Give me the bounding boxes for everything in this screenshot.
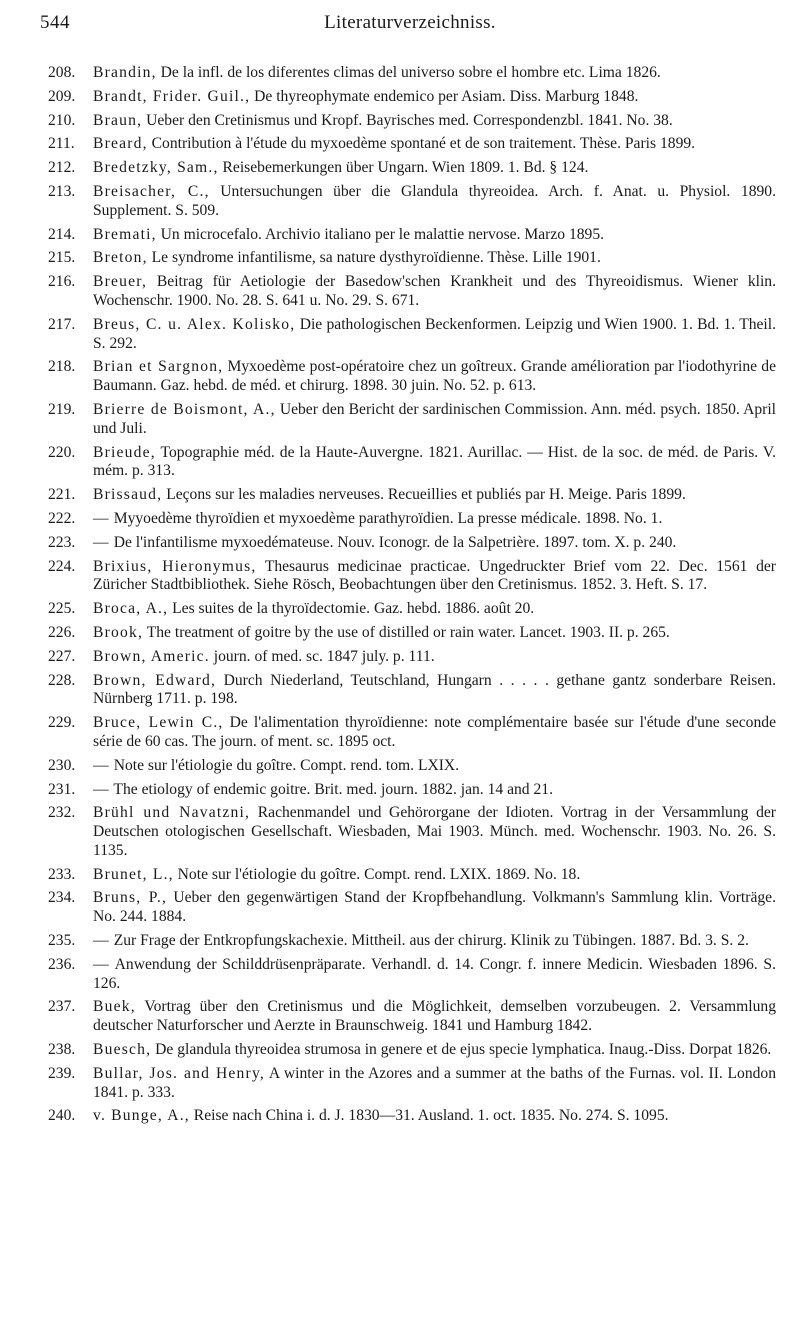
bibliography-entry: [48, 112, 776, 131]
entry-author: Brandin,: [93, 64, 157, 81]
entry-author: Brissaud,: [93, 486, 163, 504]
entry-author: Brühl und Navatzni,: [93, 804, 251, 822]
entry-text: Thesaurus medicinae practicae. Ungedruckter Brief vom 22. Dec. 1561 der Züricher Stadtbibliothek. Siehe Rösch, Beobachtungen über den Cretinismus. 1852. 3. Heft. S. 17.: [93, 557, 776, 594]
bibliography-entry: [48, 88, 776, 107]
entry-number: 224.: [48, 557, 76, 575]
entry-text: De glandula thyreoidea strumosa in genere et de ejus specie lymphatica. Inaug.-Diss. Dorpat 1826.: [155, 1041, 772, 1059]
entry-text: Ueber den Bericht der sardinischen Commission. Ann. méd. psych. 1850. April und Juli.: [93, 400, 776, 437]
entry-number: 240.: [48, 1107, 76, 1125]
entry-text: Leçons sur les maladies nerveuses. Recueillies et publiés par H. Meige. Paris 1899.: [166, 486, 686, 504]
entry-text: De la infl. de los diferentes climas del universo sobre el hombre etc. Lima 1826.: [160, 64, 661, 81]
entry-number: 227.: [48, 647, 76, 665]
entry-number: 229.: [48, 714, 76, 732]
entry-text: Les suites de la thyroïdectomie. Gaz. hebd. 1886. août 20.: [172, 600, 535, 618]
bibliography-entry: [48, 1107, 776, 1126]
entry-author: —: [93, 509, 110, 527]
entry-text: Ueber den gegenwärtigen Stand der Kropfbehandlung. Volkmann's Sammlung klin. Vorträge. No. 244. 1884.: [93, 889, 776, 926]
entry-number: 209.: [48, 87, 76, 105]
bibliography-entry: [48, 358, 776, 396]
entry-number: 228.: [48, 671, 76, 689]
entry-author: Brixius, Hieronymus,: [93, 557, 257, 575]
entry-text: Rachenmandel und Gehörorgane der Idioten. Vortrag in der Versammlung der Deutschen otologischen Gesellschaft. Wiesbaden, Mai 1903. Münch. med. Wochenschr. 1903. No. 26. S. 1135.: [93, 804, 776, 859]
entry-text: Zur Frage der Entkropfungskachexie. Mittheil. aus der chirurg. Klinik zu Tübingen. 1887. Bd. 3. S. 2.: [113, 932, 749, 950]
entry-text: Vortrag über den Cretinismus und die Möglichkeit, demselben vorzubeugen. 2. Versammlung deutscher Naturforscher und Aerzte in Braunschweig. 1841 und Hamburg 1842.: [93, 998, 776, 1035]
bibliography-entry: [48, 932, 776, 951]
entry-number: 233.: [48, 865, 76, 883]
entry-author: Braun,: [93, 111, 143, 129]
bibliography-entry: [48, 316, 776, 354]
entry-author: Breuer,: [93, 273, 148, 291]
entry-author: Brandt, Frider. Guil.,: [93, 87, 251, 105]
entry-number: 213.: [48, 182, 76, 200]
bibliography-entry: [48, 998, 776, 1036]
entry-author: Bruce, Lewin C.,: [93, 714, 224, 732]
entry-number: 216.: [48, 273, 76, 291]
entry-number: 220.: [48, 443, 76, 461]
entry-author: Broca, A.,: [93, 600, 169, 618]
entry-author: Buesch,: [93, 1041, 152, 1059]
entry-number: 210.: [48, 111, 76, 129]
entry-author: Brook,: [93, 623, 144, 641]
entry-author: Bremati,: [93, 225, 157, 243]
entry-text: The etiology of endemic goitre. Brit. med. journ. 1882. jan. 14 and 21.: [113, 780, 553, 798]
entry-number: 221.: [48, 486, 76, 504]
bibliography-entry: [48, 534, 776, 553]
bibliography-entry: [48, 249, 776, 268]
bibliography-entry: [48, 558, 776, 596]
entry-number: 235.: [48, 932, 76, 950]
bibliography-entry: [48, 226, 776, 245]
entry-number: 230.: [48, 756, 76, 774]
entry-text: Die pathologischen Beckenformen. Leipzig und Wien 1900. 1. Bd. 1. Theil. S. 292.: [93, 315, 776, 352]
entry-author: —: [93, 756, 110, 774]
entry-author: Bullar, Jos. and Henry,: [93, 1064, 266, 1082]
entry-author: Breard,: [93, 135, 148, 153]
entry-text: De thyreophymate endemico per Asiam. Diss. Marburg 1848.: [254, 87, 639, 105]
page-number: 544: [40, 12, 70, 33]
entry-author: Breton,: [93, 249, 148, 267]
entry-text: Beitrag für Aetiologie der Basedow'schen Krankheit und des Thyreoidismus. Wiener klin. Wochenschr. 1900. No. 28. S. 641 u. No. 29. S. 671.: [93, 273, 776, 309]
entry-text: De l'infantilisme myxoedémateuse. Nouv. Iconogr. de la Salpetrière. 1897. tom. X. p. 240.: [113, 533, 677, 551]
entry-author: —: [93, 932, 110, 950]
bibliography-entry: [48, 866, 776, 885]
entry-number: 239.: [48, 1064, 76, 1082]
entry-number: 234.: [48, 889, 76, 907]
entry-author: Breisacher, C.,: [93, 182, 210, 200]
entry-number: 238.: [48, 1041, 76, 1059]
bibliography-entry: [48, 510, 776, 529]
bibliography-entry: [48, 486, 776, 505]
page-header: [40, 12, 780, 36]
entry-number: 215.: [48, 249, 76, 267]
bibliography-entry: [48, 64, 776, 83]
entry-author: —: [93, 955, 110, 973]
entry-text: Myxoedème post-opératoire chez un goîtreux. Grande amélioration par l'iodothyrine de Baumann. Gaz. hebd. de méd. et chirurg. 1898. 30 juin. No. 52. p. 613.: [93, 358, 776, 395]
entry-number: 236.: [48, 955, 76, 973]
entry-number: 223.: [48, 533, 76, 551]
entry-number: 212.: [48, 159, 76, 177]
entry-number: 231.: [48, 780, 76, 798]
entry-text: Topographie méd. de la Haute-Auvergne. 1821. Aurillac. — Hist. de la soc. de méd. de Paris. V. mém. p. 313.: [93, 443, 776, 480]
entry-text: The treatment of goitre by the use of distilled or rain water. Lancet. 1903. II. p. 265.: [146, 623, 670, 641]
entry-number: 214.: [48, 225, 76, 243]
entry-number: 217.: [48, 315, 76, 333]
entry-text: A winter in the Azores and a summer at the baths of the Furnas. vol. II. London 1841. p. 333.: [93, 1064, 777, 1101]
entry-text: Untersuchungen über die Glandula thyreoidea. Arch. f. Anat. u. Physiol. 1890. Supplement. S. 509.: [93, 182, 776, 219]
entry-number: 208.: [48, 64, 76, 81]
entry-text: Note sur l'étiologie du goître. Compt. rend. LXIX. 1869. No. 18.: [177, 865, 581, 883]
entry-text: De l'alimentation thyroïdienne: note complémentaire basée sur l'étude d'une seconde série de 60 cas. The journ. of ment. sc. 1895 oct.: [93, 714, 776, 750]
entry-author: —: [93, 533, 110, 551]
bibliography-entry: [48, 672, 776, 710]
bibliography-entry: [48, 183, 776, 221]
bibliography-entry: [48, 714, 776, 752]
bibliography-entry: [48, 757, 776, 776]
entry-text: Reise nach China i. d. J. 1830—31. Ausland. 1. oct. 1835. No. 274. S. 1095.: [193, 1107, 669, 1125]
entry-author: Brown, Edward,: [93, 671, 217, 689]
bibliography-entry: [48, 889, 776, 927]
page-title: Literaturverzeichniss.: [324, 12, 496, 33]
entry-author: —: [93, 780, 110, 798]
entry-author: Bruns, P.,: [93, 889, 168, 907]
bibliography-list: [48, 64, 776, 1131]
bibliography-entry: [48, 401, 776, 439]
entry-number: 232.: [48, 804, 76, 822]
entry-text: journ. of med. sc. 1847 july. p. 111.: [213, 647, 435, 665]
bibliography-entry: [48, 444, 776, 482]
bibliography-entry: [48, 1041, 776, 1060]
entry-author: Buek,: [93, 998, 136, 1016]
entry-text: Le syndrome infantilisme, sa nature dysthyroïdienne. Thèse. Lille 1901.: [151, 249, 601, 267]
entry-text: Reisebemerkungen über Ungarn. Wien 1809. 1. Bd. § 124.: [222, 159, 589, 177]
bibliography-entry: [48, 1065, 776, 1103]
entry-author: Brown, Americ.: [93, 647, 210, 665]
entry-number: 226.: [48, 623, 76, 641]
entry-author: Brunet, L.,: [93, 865, 174, 883]
bibliography-entry: [48, 600, 776, 619]
bibliography-entry: [48, 804, 776, 860]
entry-text: Note sur l'étiologie du goître. Compt. rend. tom. LXIX.: [113, 756, 460, 774]
entry-number: 219.: [48, 400, 76, 418]
entry-number: 211.: [48, 135, 75, 153]
bibliography-entry: [48, 159, 776, 178]
entry-author: v. Bunge, A.,: [93, 1107, 190, 1125]
entry-text: Anwendung der Schilddrüsenpräparate. Verhandl. d. 14. Congr. f. innere Medicin. Wiesbaden 1896. S. 126.: [93, 955, 776, 992]
entry-author: Brierre de Boismont, A.,: [93, 400, 276, 418]
bibliography-entry: [48, 273, 776, 311]
entry-number: 225.: [48, 600, 76, 618]
entry-number: 222.: [48, 509, 76, 527]
entry-author: Breus, C. u. Alex. Kolisko,: [93, 315, 296, 333]
bibliography-entry: [48, 624, 776, 643]
bibliography-entry: [48, 781, 776, 800]
entry-author: Brian et Sargnon,: [93, 358, 224, 376]
bibliography-entry: [48, 956, 776, 994]
entry-author: Brieude,: [93, 443, 156, 461]
bibliography-entry: [48, 648, 776, 667]
entry-number: 218.: [48, 358, 76, 376]
entry-author: Bredetzky, Sam.,: [93, 159, 219, 177]
entry-text: Durch Niederland, Teutschland, Hungarn . . . . . gethane gantz sonderbare Reisen. Nürnberg 1711. p. 198.: [93, 671, 776, 708]
entry-text: Myyoedème thyroïdien et myxoedème parathyroïdien. La presse médicale. 1898. No. 1.: [113, 509, 663, 527]
entry-text: Un microcefalo. Archivio italiano per le malattie nervose. Marzo 1895.: [160, 225, 605, 243]
bibliography-entry: [48, 135, 776, 154]
entry-text: Ueber den Cretinismus und Kropf. Bayrisches med. Correspondenzbl. 1841. No. 38.: [146, 111, 673, 129]
entry-text: Contribution à l'étude du myxoedème spontané et de son traitement. Thèse. Paris 1899.: [151, 135, 696, 153]
entry-number: 237.: [48, 998, 76, 1016]
